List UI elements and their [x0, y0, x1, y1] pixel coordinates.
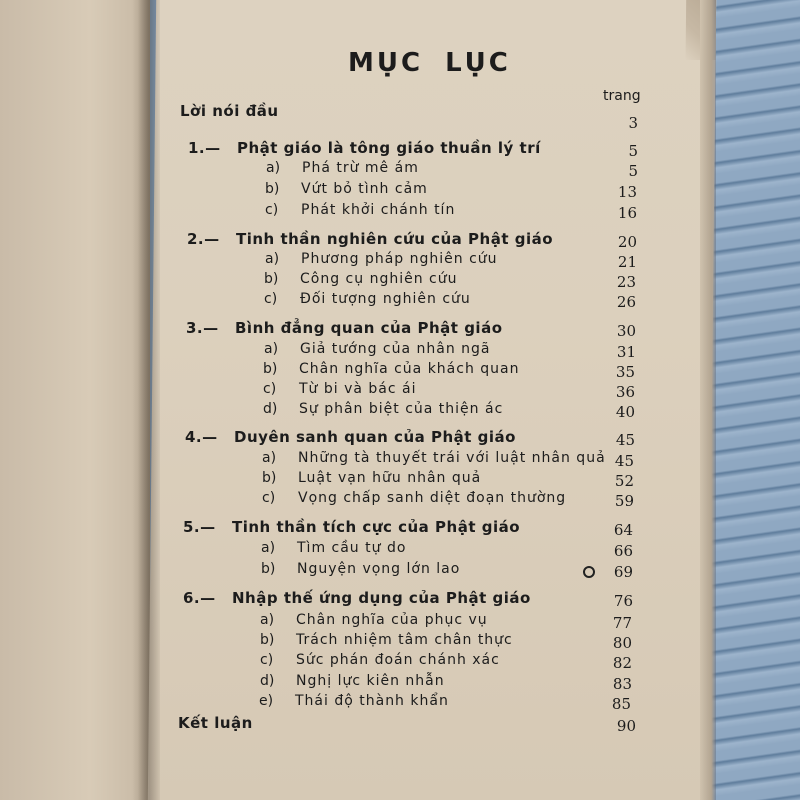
subsection-page: 80 [612, 634, 632, 652]
subsection-letter: d) [260, 673, 275, 689]
subsection-page: 36 [615, 383, 635, 401]
section-page: 20 [617, 233, 637, 251]
subsection-title: Vọng chấp sanh diệt đoạn thường [298, 490, 567, 506]
subsection-title: Từ bi và bác ái [299, 381, 417, 397]
subsection-page: 45 [614, 452, 634, 470]
subsection-letter: a) [264, 341, 279, 357]
subsection-page: 77 [612, 614, 632, 632]
subsection-letter: e) [259, 693, 274, 709]
subsection-title: Trách nhiệm tâm chân thực [296, 632, 513, 648]
section-page: 30 [616, 322, 636, 340]
subsection-title: Công cụ nghiên cứu [300, 271, 458, 287]
subsection-letter: c) [262, 490, 276, 506]
subsection-page: 66 [613, 542, 633, 560]
subsection-title: Sự phân biệt của thiện ác [299, 401, 504, 417]
subsection-page: 82 [612, 654, 632, 672]
section-page: 76 [613, 592, 633, 610]
subsection-title: Chân nghĩa của khách quan [299, 361, 520, 377]
subsection-title: Chân nghĩa của phục vụ [296, 612, 488, 628]
subsection-page: 52 [614, 472, 634, 490]
subsection-title: Những tà thuyết trái với luật nhân quả [298, 450, 606, 466]
subsection-page: 31 [616, 343, 636, 361]
subsection-page: 69 [613, 563, 633, 581]
subsection-title: Tìm cầu tự do [297, 540, 407, 556]
subsection-title: Nguyện vọng lớn lao [297, 561, 461, 577]
subsection-letter: a) [265, 251, 280, 267]
subsection-page: 40 [615, 403, 635, 421]
section-title: Tinh thần tích cực của Phật giáo [232, 518, 521, 536]
subsection-letter: b) [264, 271, 279, 287]
section-page: 5 [628, 142, 638, 160]
subsection-page: 16 [617, 204, 637, 222]
section-title: Nhập thế ứng dụng của Phật giáo [232, 589, 531, 607]
subsection-letter: a) [261, 540, 276, 556]
subsection-page: 21 [617, 253, 637, 271]
section-page: 64 [613, 521, 633, 539]
section-title: Phật giáo là tông giáo thuần lý trí [237, 139, 541, 157]
section-page: 45 [615, 431, 635, 449]
subsection-letter: c) [260, 652, 274, 668]
subsection-title: Thái độ thành khẩn [295, 693, 449, 709]
subsection-page: 26 [616, 293, 636, 311]
subsection-title: Luật vạn hữu nhân quả [298, 470, 482, 486]
subsection-title: Vứt bỏ tình cảm [301, 181, 428, 197]
subsection-letter: c) [264, 291, 278, 307]
section-number: 1.— [188, 139, 221, 157]
subsection-page: 83 [612, 675, 632, 693]
section-number: 3.— [186, 319, 219, 337]
conclusion-page: 90 [616, 717, 636, 735]
section-title: Tinh thần nghiên cứu của Phật giáo [236, 230, 554, 248]
subsection-letter: b) [262, 470, 277, 486]
subsection-page: 13 [617, 183, 637, 201]
subsection-title: Giả tướng của nhân ngã [300, 341, 491, 357]
intro-page: 3 [628, 114, 638, 132]
section-number: 2.— [187, 230, 220, 248]
subsection-letter: b) [260, 632, 275, 648]
toc-title: MỤC LỤC [348, 48, 511, 78]
subsection-letter: a) [266, 160, 281, 176]
ink-mark [583, 566, 595, 578]
subsection-letter: c) [265, 202, 279, 218]
subsection-page: 35 [615, 363, 635, 381]
subsection-letter: b) [265, 181, 280, 197]
subsection-title: Phá trừ mê ám [302, 160, 419, 176]
section-title: Bình đẳng quan của Phật giáo [235, 319, 503, 337]
section-title: Duyên sanh quan của Phật giáo [234, 428, 516, 446]
subsection-page: 85 [611, 695, 631, 713]
subsection-title: Phát khởi chánh tín [301, 202, 456, 218]
subsection-letter: c) [263, 381, 277, 397]
subsection-page: 23 [616, 273, 636, 291]
subsection-title: Nghị lực kiên nhẫn [296, 673, 445, 689]
conclusion-label: Kết luận [178, 714, 253, 732]
subsection-title: Phương pháp nghiên cứu [301, 251, 498, 267]
subsection-letter: a) [260, 612, 275, 628]
section-number: 6.— [183, 589, 216, 607]
section-number: 4.— [185, 428, 218, 446]
subsection-letter: b) [261, 561, 276, 577]
subsection-title: Đối tượng nghiên cứu [300, 291, 471, 307]
subsection-page: 59 [614, 492, 634, 510]
subsection-letter: d) [263, 401, 278, 417]
intro-label: Lời nói đầu [180, 102, 279, 120]
section-number: 5.— [183, 518, 216, 536]
subsection-title: Sức phán đoán chánh xác [296, 652, 500, 668]
subsection-letter: a) [262, 450, 277, 466]
subsection-letter: b) [263, 361, 278, 377]
page-column-label: trang [603, 88, 641, 104]
subsection-page: 5 [628, 162, 638, 180]
